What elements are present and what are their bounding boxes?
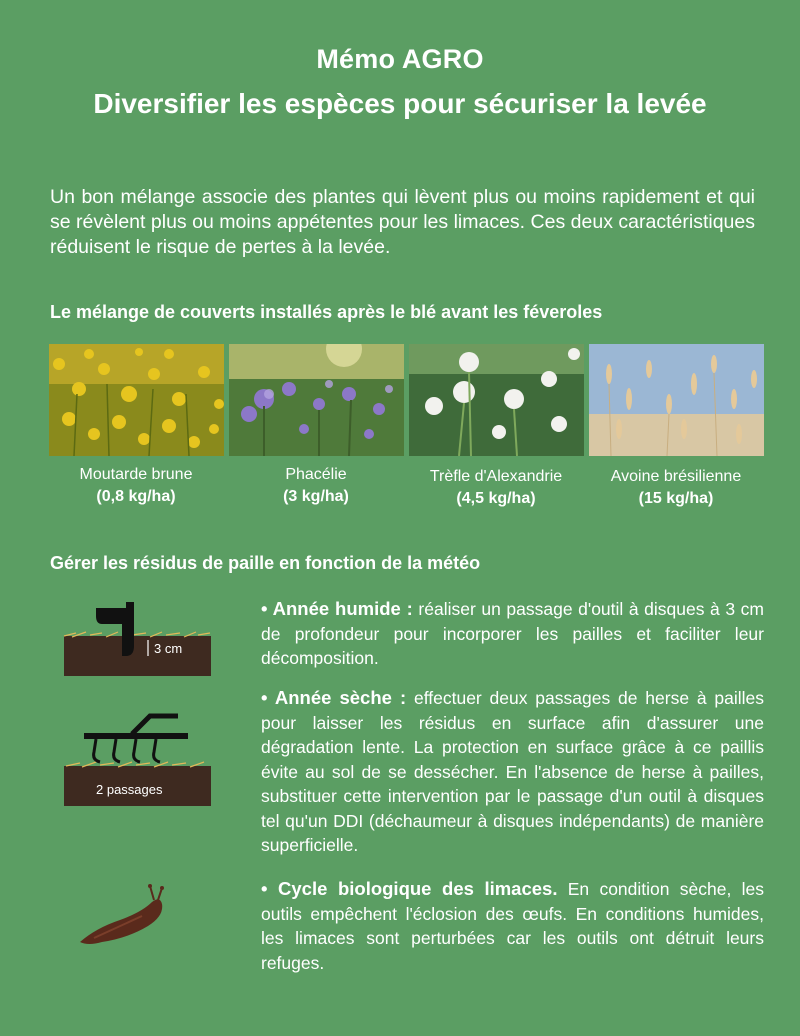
wet-year-text: réaliser un passage d'outil à disques à 3 cm de profondeur pour incorporer les pailles et faciliter leur décomposition. [261, 599, 764, 668]
species-caption [46, 464, 226, 508]
species-name: Phacélie [285, 466, 347, 483]
species-dose: (4,5 kg/ha) [456, 490, 536, 507]
oat-photo [589, 344, 764, 456]
species-dose: (15 kg/ha) [638, 490, 714, 507]
slug-cycle-bullet: • Cycle biologique des limaces. [261, 878, 558, 899]
dry-year-bullet: • Année sèche : [261, 687, 407, 708]
straw-harrow-illustration [62, 706, 212, 808]
intro-paragraph: Un bon mélange associe des plantes qui lèvent plus ou moins rapidement et qui se révèlent plus ou moins appétentes pour les limaces. Ces deux caractéristiques réduisent le risque de pertes à la levée. [50, 186, 755, 258]
species-name: Avoine brésilienne [610, 468, 742, 485]
depth-label: 3 cm [154, 641, 183, 656]
clover-photo [409, 344, 584, 456]
wet-year-paragraph [261, 597, 764, 671]
species-name: Trèfle d'Alexandrie [429, 468, 563, 485]
mustard-photo [49, 344, 224, 456]
mix-heading: Le mélange de couverts installés après le blé avant les féveroles [50, 302, 603, 322]
slug-cycle-text: En condition sèche, les outils empêchent l'éclosion des œufs. En conditions humides, les limaces sont perturbées car les outils ont détruit leurs refuges. [261, 879, 764, 973]
dry-year-text: effectuer deux passages de herse à pailles pour laisser les résidus en surface afin d'assurer une dégradation lente. La protection en surface grâce à ce paillis évite au sol de se dessécher. En l'absence de herse à pailles, substituer cette intervention par le passage d'un outil à disques tel qu'un DDI (déchaumeur à disques indépendants) de manière superficielle. [261, 688, 764, 855]
passes-label: 2 passages [96, 782, 163, 797]
species-caption [226, 464, 406, 508]
disc-tool-illustration [62, 596, 212, 680]
species-caption [586, 466, 766, 510]
species-dose: (0,8 kg/ha) [96, 488, 176, 505]
species-name: Moutarde brune [79, 466, 193, 483]
species-caption [406, 466, 586, 510]
wet-year-bullet: • Année humide : [261, 598, 413, 619]
phacelia-photo [229, 344, 404, 456]
slug-icon [76, 880, 168, 950]
slug-cycle-paragraph [261, 877, 764, 975]
residues-heading: Gérer les résidus de paille en fonction de la météo [50, 553, 481, 573]
page-title: Diversifier les espèces pour sécuriser la levée [93, 88, 707, 119]
dry-year-paragraph [261, 686, 764, 858]
species-dose: (3 kg/ha) [283, 488, 349, 505]
memo-kicker: Mémo AGRO [316, 44, 484, 74]
